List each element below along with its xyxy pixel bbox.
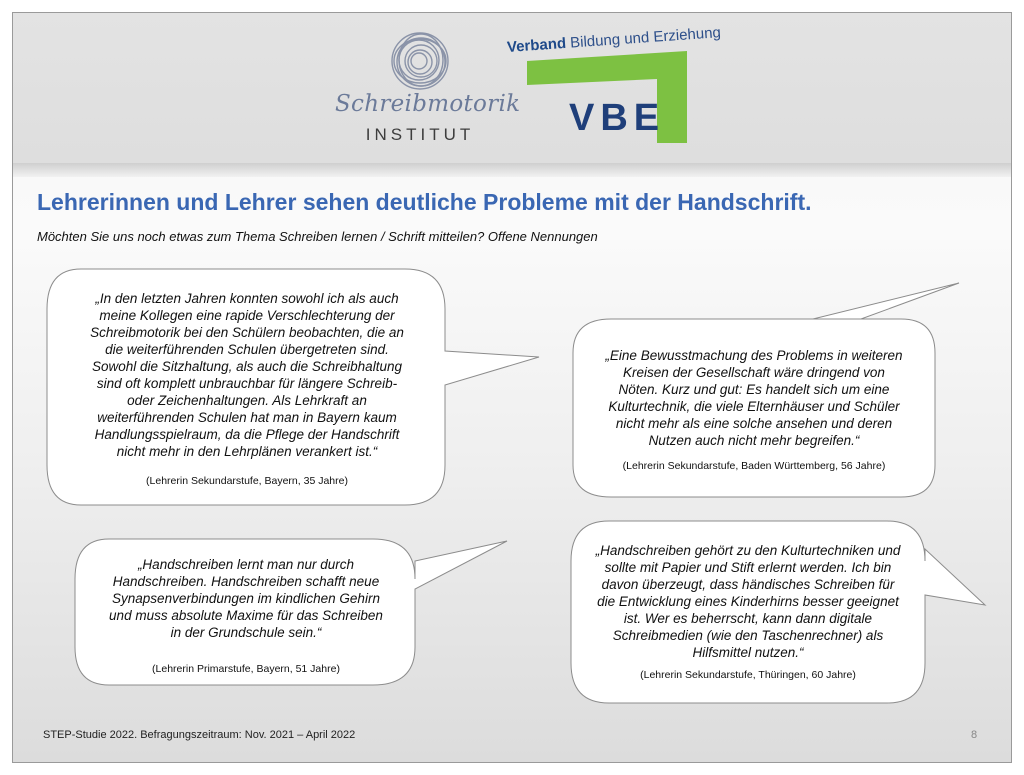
slide bbox=[12, 12, 1012, 763]
quote-line: oder Zeichenhaltungen. Als Lehrkraft an bbox=[127, 393, 367, 408]
quote-line: davon überzeugt, dass händisches Schreiben für bbox=[601, 577, 895, 592]
quote-line: „In den letzten Jahren konnten sowohl ich als auch bbox=[95, 291, 399, 306]
quote-4-text bbox=[577, 542, 919, 661]
quote-line: die weiterführenden Schulen übergetreten sind. bbox=[105, 342, 389, 357]
vbe-tagline-rest: Bildung und Erziehung bbox=[569, 24, 722, 52]
quote-line: „Handschreiben gehört zu den Kulturtechniken und bbox=[595, 543, 901, 558]
quote-line: die Entwicklung eines Kinderhirns besser geeignet bbox=[597, 594, 899, 609]
page-number: 8 bbox=[971, 729, 978, 741]
quote-line: Synapsenverbindungen im kindlichen Gehirn bbox=[112, 591, 380, 606]
quote-1-text bbox=[59, 290, 435, 460]
quote-2-attribution: (Lehrerin Sekundarstufe, Baden Württemberg, 56 Jahre) bbox=[622, 460, 886, 472]
quote-1-attribution: (Lehrerin Sekundarstufe, Bayern, 35 Jahre) bbox=[146, 475, 348, 487]
quote-line: ist. Wer es beherrscht, kann dann digitale bbox=[623, 611, 873, 626]
quote-2-text bbox=[579, 347, 929, 449]
institut-wordmark: INSTITUT bbox=[365, 125, 475, 144]
quote-line: Handschreiben. Handschreiben schafft neue bbox=[112, 574, 380, 589]
quote-line: Hilfsmittel nutzen.“ bbox=[692, 645, 804, 660]
quote-line: Schreibmedien (wie den Taschenrechner) als bbox=[612, 628, 884, 643]
quote-line: „Handschreiben lernt man nur durch bbox=[137, 557, 355, 572]
footer-source: STEP-Studie 2022. Befragungszeitraum: Nov. 2021 – April 2022 bbox=[43, 729, 356, 741]
quote-line: „Eine Bewusstmachung des Problems in weiteren bbox=[605, 348, 903, 363]
quote-line: Nöten. Kurz und gut: Es handelt sich um eine bbox=[618, 382, 890, 397]
quote-line: weiterführenden Schulen hat man in Bayern kaum bbox=[97, 410, 397, 425]
page-subtitle: Möchten Sie uns noch etwas zum Thema Schreiben lernen / Schrift mitteilen? Offene Nennungen bbox=[37, 229, 598, 244]
quote-3-text bbox=[83, 556, 409, 641]
quote-line: meine Kollegen eine rapide Verschlechterung der bbox=[99, 308, 395, 323]
quote-line: Sowohl die Sitzhaltung, als auch die Schreibhaltung bbox=[92, 359, 402, 374]
schreibmotorik-wordmark: Schreibmotorik bbox=[335, 91, 521, 117]
quote-line: nicht mehr in den Lehrplänen verankert ist.“ bbox=[116, 444, 378, 459]
quote-line: nicht mehr als eine solche ansehen und deren bbox=[615, 416, 893, 431]
page-title: Lehrerinnen und Lehrer sehen deutliche Probleme mit der Handschrift. bbox=[37, 189, 812, 215]
quote-3-attribution: (Lehrerin Primarstufe, Bayern, 51 Jahre) bbox=[152, 663, 340, 675]
quote-line: Schreibmotorik bei den Schülern beobachten, die an bbox=[90, 325, 404, 340]
quote-line: und muss absolute Maxime für das Schreiben bbox=[109, 608, 383, 623]
vbe-tagline-bold: Verband bbox=[506, 34, 567, 56]
quote-line: Kulturtechnik, die viele Elternhäuser und Schüler bbox=[608, 399, 900, 414]
quote-line: in der Grundschule sein.“ bbox=[170, 625, 322, 640]
quote-4-attribution: (Lehrerin Sekundarstufe, Thüringen, 60 Jahre) bbox=[640, 669, 856, 681]
vbe-letters: VBE bbox=[569, 97, 666, 139]
quote-line: Kreisen der Gesellschaft wäre dringend von bbox=[623, 365, 885, 380]
quote-line: Nutzen auch nicht mehr begreifen.“ bbox=[648, 433, 860, 448]
quote-line: sind oft komplett unbrauchbar für längere Schreib- bbox=[96, 376, 398, 391]
quote-line: sollte mit Papier und Stift erlernt werden. Ich bin bbox=[604, 560, 892, 575]
quote-line: Handlungsspielraum, da die Pflege der Handschrift bbox=[94, 427, 400, 442]
